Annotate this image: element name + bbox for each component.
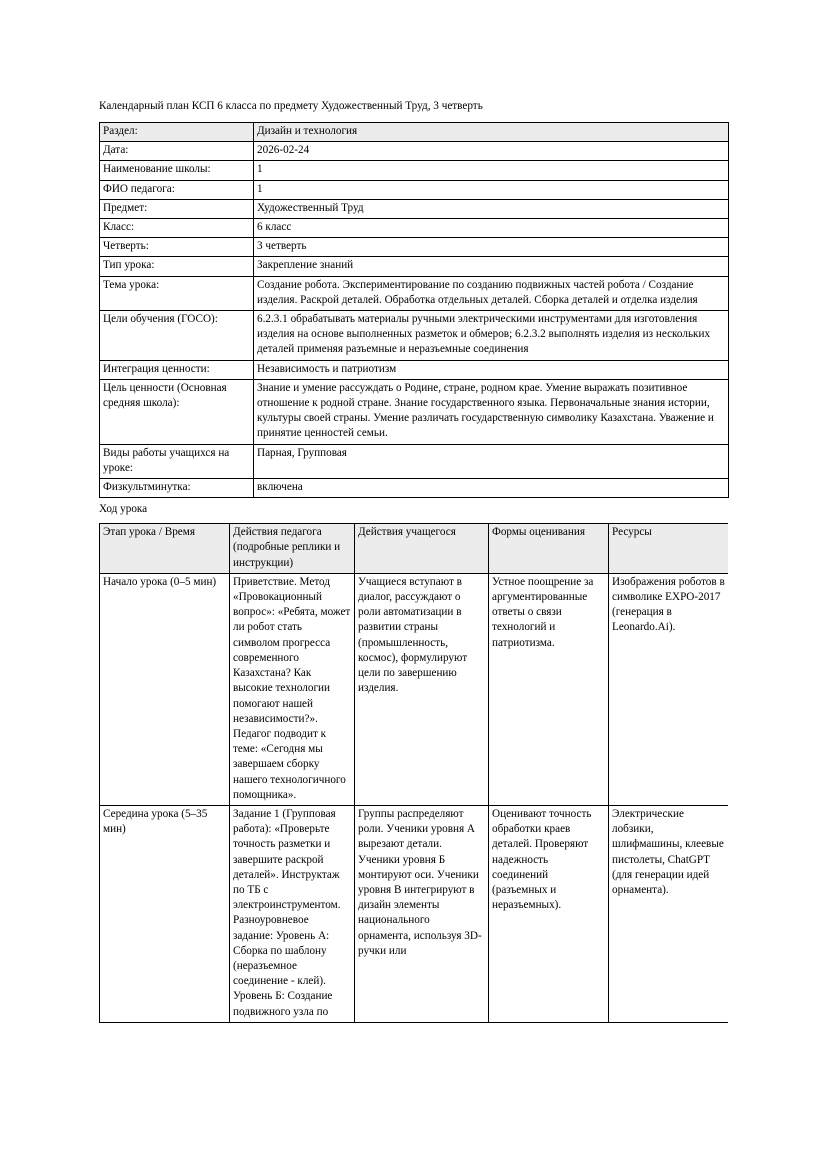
column-header: Ресурсы <box>609 524 729 574</box>
table-row <box>100 311 729 361</box>
assessment-cell: Устное поощрение за аргументированные ответы о связи технологий и патриотизма. <box>489 573 609 805</box>
info-row-value: 6 класс <box>254 219 729 238</box>
lesson-flow-table-body <box>100 573 729 1022</box>
page-title: Календарный план КСП 6 класса по предмету Художественный Труд, 3 четверть <box>99 100 483 112</box>
student-actions-cell: Группы распределяют роли. Ученики уровня А вырезают детали. Ученики уровня Б монтируют оси. Ученики уровня В интегрируют в дизайн элементы национального орнамента, используя 3D-ручки или <box>355 805 489 1022</box>
info-row-value: 6.2.3.1 обрабатывать материалы ручными электрическими инструментами для изготовления изделия на основе выполненных разметок и обмеров; 6.2.3.2 выполнять изделия из нескольких деталей применяя разъемные и неразъемные соединения <box>254 311 729 361</box>
resources-cell: Изображения роботов в символике EXPO-2017 (генерация в Leonardo.Ai). <box>609 573 729 805</box>
column-header: Этап урока / Время <box>100 524 230 574</box>
info-row-value: 1 <box>254 161 729 180</box>
table-header-row <box>100 524 729 574</box>
teacher-actions-cell: Задание 1 (Групповая работа): «Проверьте точность разметки и завершите раскрой деталей». Инструктаж по ТБ с электроинструментом. Разноуровневое задание: Уровень А: Сборка по шаблону (неразъемное соединение - клей). Уровень Б: Создание подвижного узла по <box>230 805 355 1022</box>
info-row-label: Интеграция ценности: <box>100 360 254 379</box>
info-row-label: Тип урока: <box>100 257 254 276</box>
info-row-value: Закрепление знаний <box>254 257 729 276</box>
info-row-label: Виды работы учащихся на уроке: <box>100 444 254 478</box>
assessment-cell: Оценивают точность обработки краев деталей. Проверяют надежность соединений (разъемных и неразъемных). <box>489 805 609 1022</box>
info-row-label: Дата: <box>100 142 254 161</box>
info-row-label: Раздел: <box>100 123 254 142</box>
info-row-value: Создание робота. Экспериментирование по созданию подвижных частей робота / Создание изделия. Раскрой деталей. Обработка отдельных деталей. Сборка деталей и отделка изделия <box>254 276 729 310</box>
table-row <box>100 479 729 498</box>
resources-cell: Электрические лобзики, шлифмашины, клеевые пистолеты, ChatGPT (для генерации идей орнамента). <box>609 805 729 1022</box>
info-row-label: Класс: <box>100 219 254 238</box>
info-row-value: Парная, Групповая <box>254 444 729 478</box>
info-row-value: Независимость и патриотизм <box>254 360 729 379</box>
info-row-value: включена <box>254 479 729 498</box>
info-row-label: Цель ценности (Основная средняя школа): <box>100 379 254 444</box>
lesson-flow-table-head <box>100 524 729 574</box>
info-row-value: Знание и умение рассуждать о Родине, стране, родном крае. Умение выражать позитивное отношение к родной стране. Знание государственного языка. Первоначальные знания истории, культуры своей страны. Умение различать государственную символику Казахстана. Уважение и принятие ценностей семьи. <box>254 379 729 444</box>
info-row-label: Наименование школы: <box>100 161 254 180</box>
table-row <box>100 199 729 218</box>
document-content <box>99 99 728 1023</box>
info-row-value: Художественный Труд <box>254 199 729 218</box>
column-header: Действия учащегося <box>355 524 489 574</box>
table-row <box>100 573 729 805</box>
column-header: Формы оценивания <box>489 524 609 574</box>
table-row <box>100 219 729 238</box>
column-header: Действия педагога (подробные реплики и инструкции) <box>230 524 355 574</box>
teacher-actions-cell: Приветствие. Метод «Провокационный вопрос»: «Ребята, может ли робот стать символом прогресса современного Казахстана? Как высокие технологии помогают нашей независимости?». Педагог подводит к теме: «Сегодня мы завершаем сборку нашего технологичного помощника». <box>230 573 355 805</box>
table-row <box>100 276 729 310</box>
table-row <box>100 360 729 379</box>
table-row <box>100 180 729 199</box>
info-row-value: 3 четверть <box>254 238 729 257</box>
info-row-value: 1 <box>254 180 729 199</box>
table-row <box>100 379 729 444</box>
table-row <box>100 257 729 276</box>
info-row-label: Физкультминутка: <box>100 479 254 498</box>
lesson-flow-table-wrapper <box>99 523 728 1023</box>
lesson-info-table <box>99 122 729 498</box>
info-row-value: 2026-02-24 <box>254 142 729 161</box>
student-actions-cell: Учащиеся вступают в диалог, рассуждают о роли автоматизации в развитии страны (промышленность, космос), формулируют цели по завершению изделия. <box>355 573 489 805</box>
table-row <box>100 444 729 478</box>
info-row-label: ФИО педагога: <box>100 180 254 199</box>
info-row-label: Цели обучения (ГОСО): <box>100 311 254 361</box>
info-row-label: Тема урока: <box>100 276 254 310</box>
info-row-value: Дизайн и технология <box>254 123 729 142</box>
info-row-label: Четверть: <box>100 238 254 257</box>
table-row <box>100 123 729 142</box>
table-row <box>100 161 729 180</box>
stage-cell: Середина урока (5–35 мин) <box>100 805 230 1022</box>
section-label-lesson-flow: Ход урока <box>99 503 148 516</box>
stage-cell: Начало урока (0–5 мин) <box>100 573 230 805</box>
lesson-info-table-body <box>100 123 729 498</box>
info-row-label: Предмет: <box>100 199 254 218</box>
lesson-flow-table <box>99 523 728 1023</box>
table-row <box>100 805 729 1022</box>
table-row <box>100 238 729 257</box>
table-row <box>100 142 729 161</box>
